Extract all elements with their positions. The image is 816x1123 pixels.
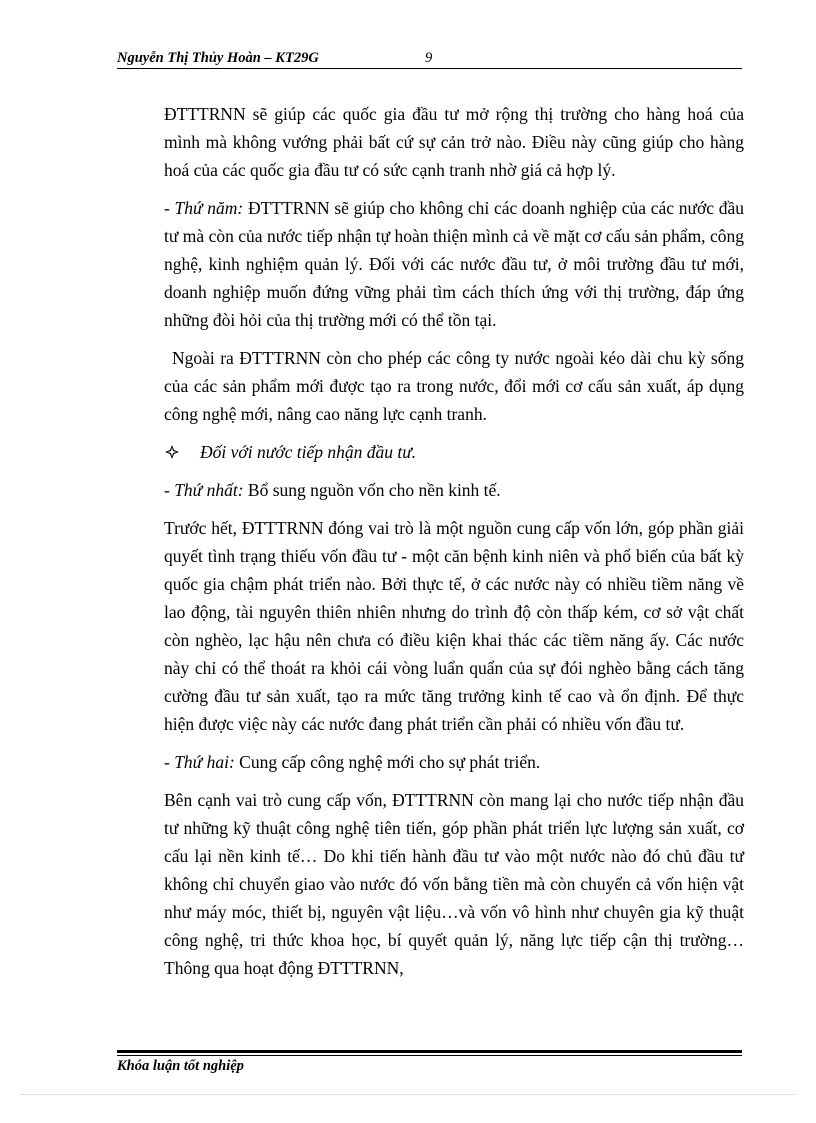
paragraph-text: Bổ sung nguồn vốn cho nền kinh tế. (243, 480, 501, 500)
paragraph-thu-nhat (164, 476, 744, 504)
page-edge-divider (20, 1094, 796, 1095)
paragraph-1: ĐTTTRNN sẽ giúp các quốc gia đầu tư mở rộng thị trường cho hàng hoá của mình mà không vướng phải bất cứ sự cản trở nào. Điều này cũng giúp cho hàng hoá của các quốc gia đầu tư có sức cạnh tranh nhờ giá cả hợp lý. (164, 104, 744, 180)
bullet-heading-text: Đối với nước tiếp nhận đầu tư. (200, 442, 417, 462)
page-number: 9 (425, 50, 433, 66)
paragraph-lead: - Thứ năm: (164, 198, 244, 218)
paragraph-thu-nam (164, 194, 744, 334)
footer-rule-thin (117, 1055, 742, 1056)
paragraph-ben-canh: Bên cạnh vai trò cung cấp vốn, ĐTTTRNN còn mang lại cho nước tiếp nhận đầu tư những kỹ thuật công nghệ tiên tiến, góp phần phát triển lực lượng sản xuất, cơ cấu lại nền kinh tế… Do khi tiến hành đầu tư vào một nước nào đó chủ đầu tư không chỉ chuyển giao vào nước đó vốn bằng tiền mà còn chuyển cả vốn hiện vật như máy móc, thiết bị, nguyên vật liệu…và vốn vô hình như chuyên gia kỹ thuật công nghệ, tri thức khoa học, bí quyết quản lý, năng lực tiếp cận thị trường… Thông qua hoạt động ĐTTTRNN, (164, 790, 744, 978)
paragraph-lead: - Thứ nhất: (164, 480, 244, 500)
paragraph-lead: - Thứ hai: (164, 752, 235, 772)
footer-rule-thick (117, 1050, 742, 1053)
paragraph-text: ĐTTTRNN sẽ giúp cho không chỉ các doanh nghiệp của các nước đầu tư mà còn của nước tiếp nhận tự hoàn thiện mình cả về mặt cơ cấu sản phẩm, công nghệ, kinh nghiệm quản lý. Đối với các nước đầu tư, ở môi trường đầu tư mới, doanh nghiệp muốn đứng vững phải tìm cách thích ứng với thị trường, đáp ứng những đòi hỏi của thị trường mới có thể tồn tại. (164, 198, 744, 330)
paragraph-thu-hai (164, 748, 744, 776)
page-header (117, 48, 742, 70)
page-footer: Khóa luận tốt nghiệp (117, 1058, 244, 1074)
bullet-heading (164, 438, 744, 466)
paragraph-truoc-het: Trước hết, ĐTTTRNN đóng vai trò là một nguồn cung cấp vốn lớn, góp phần giải quyết tình trạng thiếu vốn đầu tư - một căn bệnh kinh niên và phổ biến của bất kỳ quốc gia chậm phát triển nào. Bởi thực tế, ở các nước này có nhiều tiềm năng về lao động, tài nguyên thiên nhiên nhưng do trình độ còn thấp kém, cơ sở vật chất còn nghèo, lạc hậu nên chưa có điều kiện khai thác các tiềm năng ấy. Các nước này chỉ có thể thoát ra khỏi cái vòng luẩn quẩn của sự đói nghèo bằng cách tăng cường đầu tư sản xuất, tạo ra mức tăng trưởng kinh tế cao và ổn định. Để thực hiện được việc này các nước đang phát triển cần phải có nhiều vốn đầu tư. (164, 518, 744, 734)
paragraph-text: Cung cấp công nghệ mới cho sự phát triển. (234, 752, 541, 772)
header-rule (117, 68, 742, 69)
header-author: Nguyễn Thị Thủy Hoàn – KT29G (117, 50, 319, 66)
body-content (164, 100, 744, 992)
paragraph-3: Ngoài ra ĐTTTRNN còn cho phép các công ty nước ngoài kéo dài chu kỳ sống của các sản phẩm mới được tạo ra trong nước, đổi mới cơ cấu sản xuất, áp dụng công nghệ mới, nâng cao năng lực cạnh tranh. (164, 348, 744, 424)
diamond-bullet-icon (164, 444, 180, 460)
